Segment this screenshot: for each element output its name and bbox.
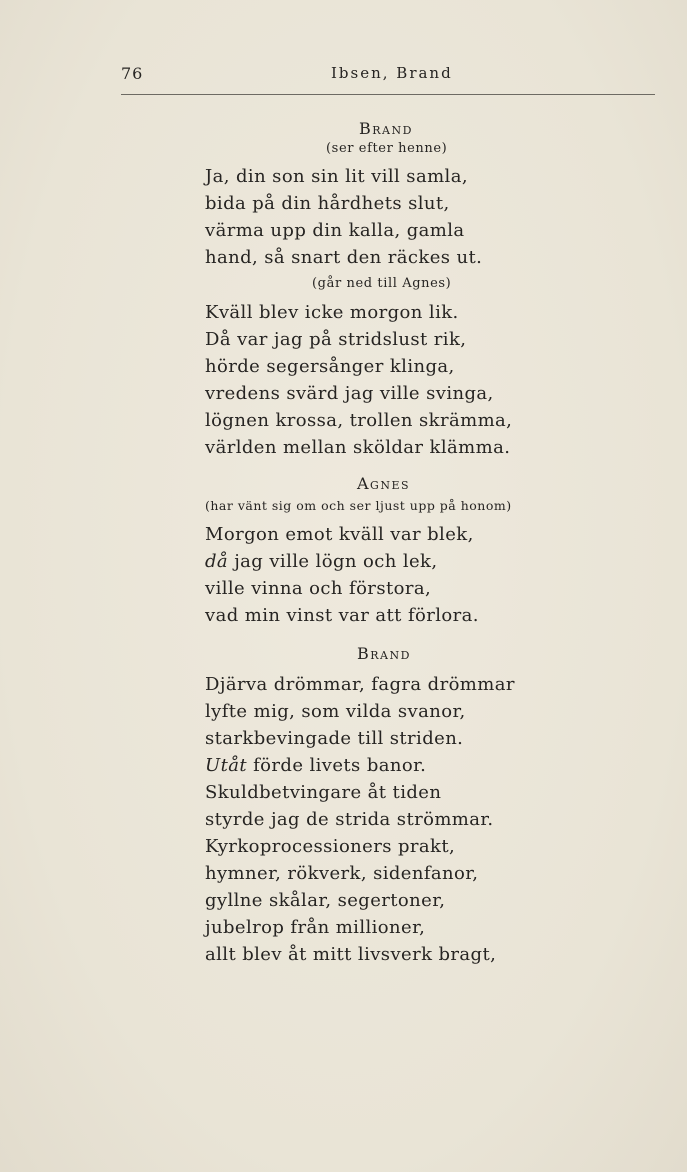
header-rule bbox=[121, 94, 655, 95]
verse-line: hand, så snart den räckes ut. bbox=[205, 247, 483, 268]
verse-line: hymner, rökverk, sidenfanor, bbox=[205, 863, 479, 884]
verse-line: Skuldbetvingare åt tiden bbox=[205, 782, 442, 803]
verse-line: jubelrop från millioner, bbox=[205, 917, 426, 938]
emphasized-word: Utåt bbox=[205, 755, 247, 776]
verse-line: Kväll blev icke morgon lik. bbox=[205, 302, 459, 323]
verse-line bbox=[205, 551, 437, 572]
verse-line: värma upp din kalla, gamla bbox=[205, 220, 465, 241]
verse-line-text: jag ville lögn och lek, bbox=[234, 551, 438, 572]
verse-line: starkbevingade till striden. bbox=[205, 728, 464, 749]
verse-line: lögnen krossa, trollen skrämma, bbox=[205, 410, 513, 431]
verse-line: vredens svärd jag ville svinga, bbox=[205, 383, 494, 404]
stage-direction: (har vänt sig om och ser ljust upp på honom) bbox=[205, 498, 512, 513]
verse-line: bida på din hårdhets slut, bbox=[205, 193, 450, 214]
verse-line: gyllne skålar, segertoner, bbox=[205, 890, 446, 911]
verse-line: Morgon emot kväll var blek, bbox=[205, 524, 474, 545]
verse-line bbox=[205, 755, 426, 776]
verse-line: allt blev åt mitt livsverk bragt, bbox=[205, 944, 497, 965]
verse-line: världen mellan sköldar klämma. bbox=[205, 437, 511, 458]
verse-line-text: förde livets banor. bbox=[253, 755, 427, 776]
running-title: Ibsen, Brand bbox=[331, 64, 453, 82]
speaker-name: Agnes bbox=[357, 474, 411, 493]
verse-line: styrde jag de strida strömmar. bbox=[205, 809, 494, 830]
emphasized-word: då bbox=[205, 551, 229, 572]
page-header bbox=[0, 0, 687, 100]
page-number: 76 bbox=[121, 64, 144, 83]
stage-direction: (går ned till Agnes) bbox=[312, 276, 452, 291]
verse-line: ville vinna och förstora, bbox=[205, 578, 432, 599]
verse-line: hörde segersånger klinga, bbox=[205, 356, 455, 377]
verse-line: Ja, din son sin lit vill samla, bbox=[205, 166, 468, 187]
stage-direction: (ser efter henne) bbox=[326, 141, 448, 156]
verse-line: Djärva drömmar, fagra drömmar bbox=[205, 674, 515, 695]
verse-line: Då var jag på stridslust rik, bbox=[205, 329, 467, 350]
verse-line: lyfte mig, som vilda svanor, bbox=[205, 701, 466, 722]
speaker-name: Brand bbox=[359, 119, 413, 138]
verse-line: vad min vinst var att förlora. bbox=[205, 605, 479, 626]
speaker-name: Brand bbox=[357, 644, 411, 663]
verse-line: Kyrkoprocessioners prakt, bbox=[205, 836, 456, 857]
